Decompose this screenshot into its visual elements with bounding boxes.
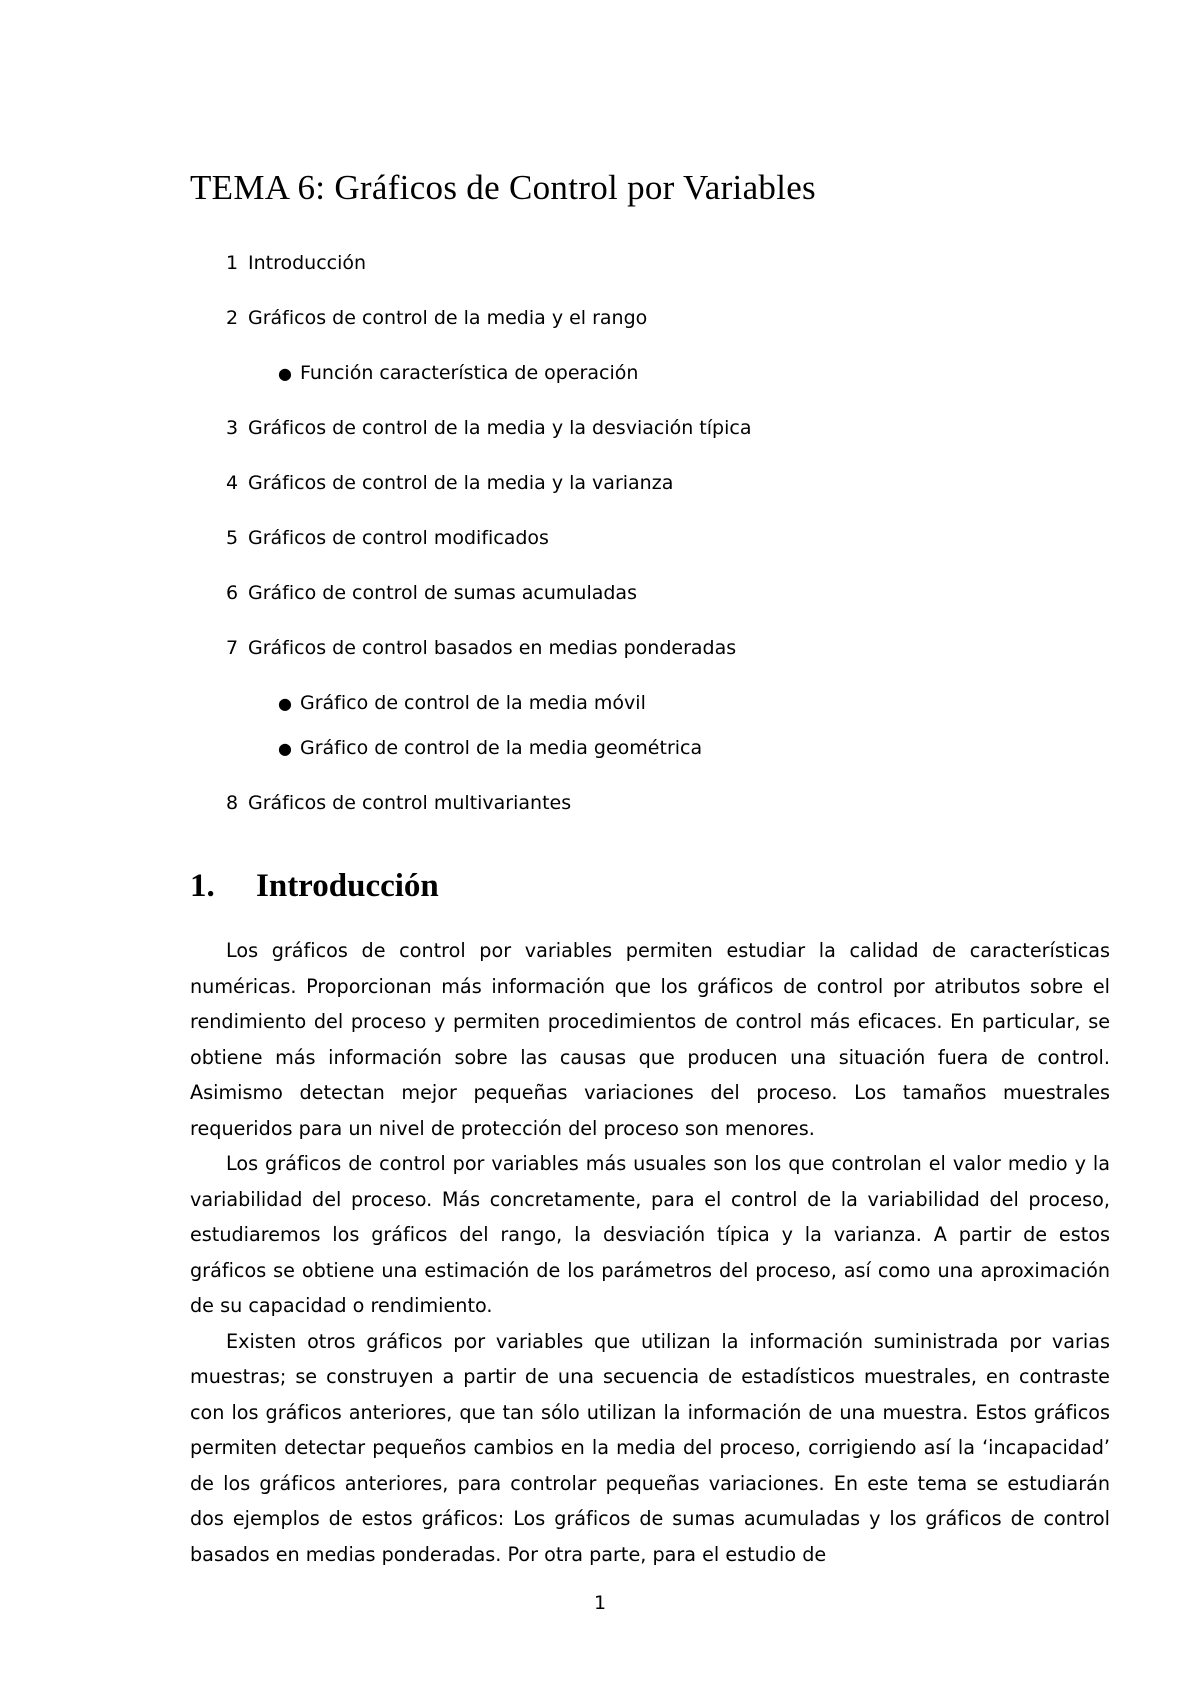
toc-item-number: 5 xyxy=(226,527,239,549)
toc-item-number: 3 xyxy=(226,417,239,439)
document-title: TEMA 6: Gráficos de Control por Variables xyxy=(190,168,816,207)
toc-item-label: Gráficos de control multivariantes xyxy=(248,792,572,814)
toc-item-label: Gráficos de control basados en medias ponderadas xyxy=(248,637,737,659)
toc-item-7 xyxy=(226,637,736,659)
toc-item-3 xyxy=(226,417,751,439)
toc-item-label: Introducción xyxy=(248,252,367,274)
toc-item-1 xyxy=(226,252,366,274)
paragraph: Los gráficos de control por variables más usuales son los que controlan el valor medio y la variabilidad del proceso. Más concretamente, para el control de la variabilidad del proceso, estudiaremos los gráficos del rango, la desviación típica y la varianza. A partir de estos gráficos se obtiene una estimación de los parámetros del proceso, así como una aproximación de su capacidad o rendimiento. xyxy=(190,1152,1110,1317)
bullet-icon: ● xyxy=(278,694,292,713)
toc-item-label: Gráficos de control de la media y la varianza xyxy=(248,472,674,494)
toc-item-8 xyxy=(226,792,571,814)
toc-item-6 xyxy=(226,582,637,604)
toc-item-number: 8 xyxy=(226,792,239,814)
section-title: Introducción xyxy=(256,868,439,904)
toc-subitem-7-1 xyxy=(278,692,646,714)
toc-item-number: 6 xyxy=(226,582,239,604)
toc-item-number: 4 xyxy=(226,472,239,494)
paragraph: Los gráficos de control por variables permiten estudiar la calidad de características numéricas. Proporcionan más información que los gráficos de control por atributos sobre el rendimiento del proceso y permiten procedimientos de control más eficaces. En particular, se obtiene más información sobre las causas que producen una situación fuera de control. Asimismo detectan mejor pequeñas variaciones del proceso. Los tamaños muestrales requeridos para un nivel de protección del proceso son menores. xyxy=(190,939,1110,1140)
toc-item-label: Gráfico de control de sumas acumuladas xyxy=(248,582,637,604)
toc-item-number: 2 xyxy=(226,307,239,329)
section-number: 1. xyxy=(190,868,215,904)
bullet-icon: ● xyxy=(278,364,292,383)
section-heading xyxy=(190,868,439,905)
toc-item-5 xyxy=(226,527,549,549)
toc-item-number: 1 xyxy=(226,252,239,274)
page-number: 1 xyxy=(593,1592,607,1614)
toc-item-2 xyxy=(226,307,647,329)
toc-item-label: Gráficos de control de la media y el rango xyxy=(248,307,648,329)
toc-item-number: 7 xyxy=(226,637,239,659)
toc-subitem-2-1 xyxy=(278,362,638,384)
toc-item-label: Gráficos de control modificados xyxy=(248,527,549,549)
paragraph: Existen otros gráficos por variables que utilizan la información suministrada por varias muestras; se construyen a partir de una secuencia de estadísticos muestrales, en contraste con los gráficos anteriores, que tan sólo utilizan la información de una muestra. Estos gráficos permiten detectar pequeños cambios en la media del proceso, corrigiendo así la ‘incapacidad’ de los gráficos anteriores, para controlar pequeñas variaciones. En este tema se estudiarán dos ejemplos de estos gráficos: Los gráficos de sumas acumuladas y los gráficos de control basados en medias ponderadas. Por otra parte, para el estudio de xyxy=(190,1329,1110,1566)
toc-subitem-label: Gráfico de control de la media móvil xyxy=(300,692,646,714)
bullet-icon: ● xyxy=(278,739,292,758)
toc-subitem-7-2 xyxy=(278,737,702,759)
toc-item-label: Gráficos de control de la media y la desviación típica xyxy=(248,417,752,439)
toc-item-4 xyxy=(226,472,673,494)
toc-subitem-label: Gráfico de control de la media geométrica xyxy=(300,737,703,759)
toc-subitem-label: Función característica de operación xyxy=(300,362,639,384)
section-body xyxy=(190,933,1110,1572)
